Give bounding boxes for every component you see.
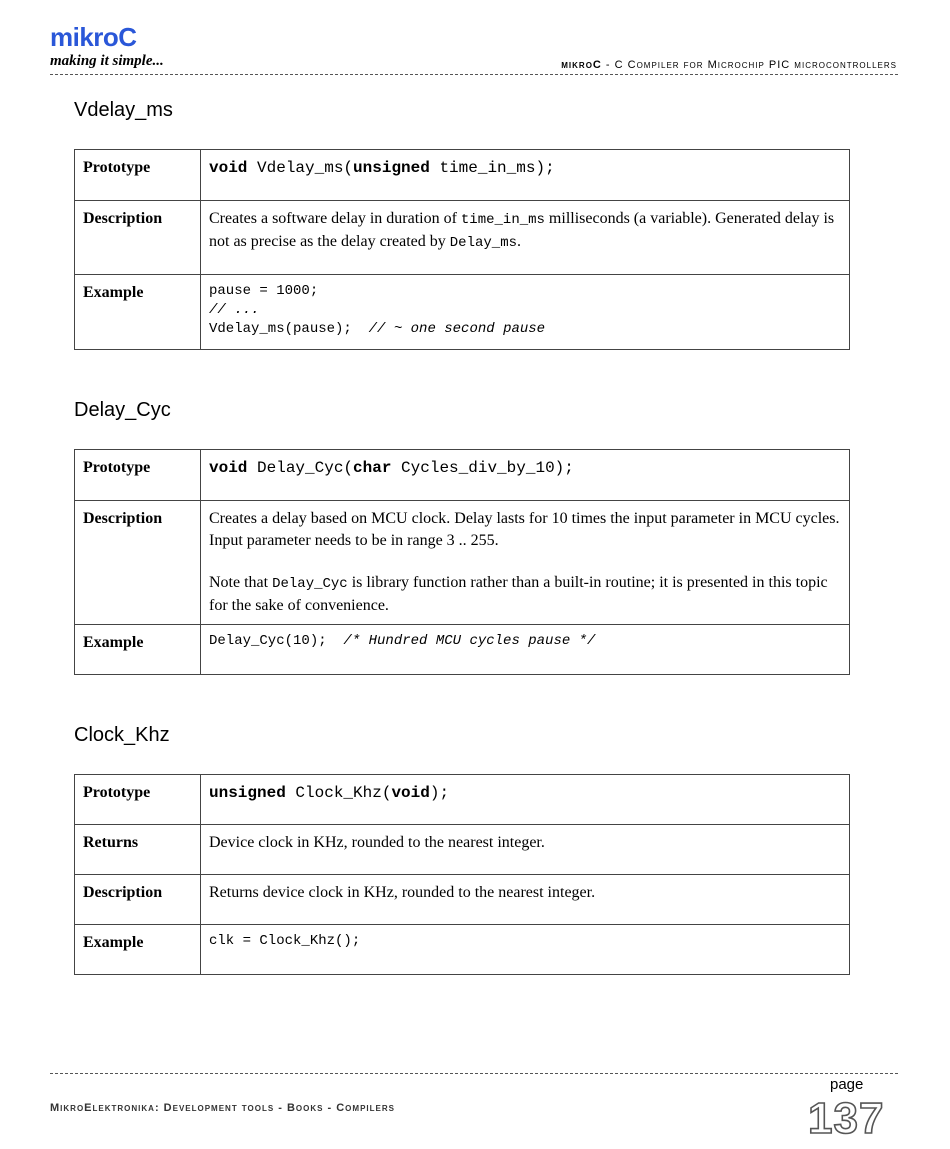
code-text: Clock_Khz( [285, 784, 392, 802]
description-row [75, 501, 850, 625]
keyword: void [209, 159, 248, 177]
keyword: unsigned [209, 784, 286, 802]
description-row [75, 201, 850, 275]
example-row [75, 275, 850, 350]
example-row [75, 925, 850, 975]
delay-cyc-table [74, 449, 850, 675]
prototype-code [201, 775, 850, 825]
code-comment: /* Hundred MCU cycles pause */ [343, 633, 596, 649]
returns-row [75, 825, 850, 875]
section-title-vdelay-ms: Vdelay_ms [74, 99, 173, 121]
text: Creates a software delay in duration of [209, 210, 461, 227]
example-label: Example [75, 275, 201, 350]
keyword: void [209, 459, 248, 477]
prototype-row [75, 775, 850, 825]
mikroc-logo: mikroC [50, 22, 137, 52]
section-title-delay-cyc: Delay_Cyc [74, 399, 171, 421]
example-label: Example [75, 625, 201, 675]
description-text [201, 501, 850, 625]
code-text: time_in_ms); [429, 159, 555, 177]
inline-code: time_in_ms [460, 212, 545, 228]
text: milliseconds (a variable). Generated delay is not as precise as the delay created by [209, 210, 835, 250]
keyword: unsigned [353, 159, 430, 177]
example-label: Example [75, 925, 201, 975]
code-line [209, 320, 841, 339]
tagline: making it simple... [50, 53, 164, 69]
code-text: Delay_Cyc(10); [209, 633, 344, 649]
keyword: void [391, 784, 430, 802]
prototype-code [201, 150, 850, 201]
header-title [561, 59, 897, 71]
code-text: Delay_Cyc( [247, 459, 354, 477]
code-line: clk = Clock_Khz(); [209, 933, 361, 949]
description-label: Description [75, 501, 201, 625]
header-title-prefix: mikroC [561, 59, 602, 71]
page-label: page [830, 1076, 864, 1093]
description-row [75, 875, 850, 925]
prototype-label: Prototype [75, 775, 201, 825]
example-code [201, 275, 850, 350]
description-label: Description [75, 201, 201, 275]
example-code [201, 625, 850, 675]
code-line [209, 632, 841, 651]
footer-divider [50, 1073, 898, 1074]
code-text: ); [429, 784, 450, 802]
prototype-code [201, 450, 850, 501]
section-title-clock-khz: Clock_Khz [74, 724, 170, 746]
description-text: Returns device clock in KHz, rounded to the nearest integer. [201, 875, 850, 925]
footer-text: MikroElektronika: Development tools - Books - Compilers [50, 1102, 395, 1114]
prototype-label: Prototype [75, 150, 201, 201]
code-text: Cycles_div_by_10); [391, 459, 574, 477]
clock-khz-table [74, 774, 850, 975]
code-text: Vdelay_ms(pause); [209, 321, 369, 337]
keyword: char [353, 459, 392, 477]
text: . [517, 233, 521, 250]
code-line: pause = 1000; [209, 283, 319, 299]
returns-text: Device clock in KHz, rounded to the nearest integer. [201, 825, 850, 875]
text: is library function rather than a built-in routine; it is presented in this topic for the sake of convenience. [209, 574, 828, 614]
example-code [201, 925, 850, 975]
inline-code: Delay_ms [449, 235, 517, 251]
code-text: Vdelay_ms( [247, 159, 354, 177]
description-paragraph: Creates a delay based on MCU clock. Delay lasts for 10 times the input parameter in MCU cycles. Input parameter needs to be in range 3 .. 255. [209, 510, 840, 549]
prototype-label: Prototype [75, 450, 201, 501]
header-divider [50, 74, 898, 75]
inline-code: Delay_Cyc [272, 576, 348, 592]
prototype-row [75, 450, 850, 501]
prototype-row [75, 150, 850, 201]
description-paragraph [209, 572, 841, 617]
code-line: // ... [209, 302, 260, 318]
vdelay-ms-table [74, 149, 850, 350]
page-number: 137 [808, 1094, 885, 1143]
header-title-rest: - C Compiler for Microchip PIC microcontrollers [601, 59, 897, 71]
description-text [201, 201, 850, 275]
returns-label: Returns [75, 825, 201, 875]
example-row [75, 625, 850, 675]
text: Note that [209, 574, 273, 591]
code-comment: // ~ one second pause [368, 321, 546, 337]
description-label: Description [75, 875, 201, 925]
